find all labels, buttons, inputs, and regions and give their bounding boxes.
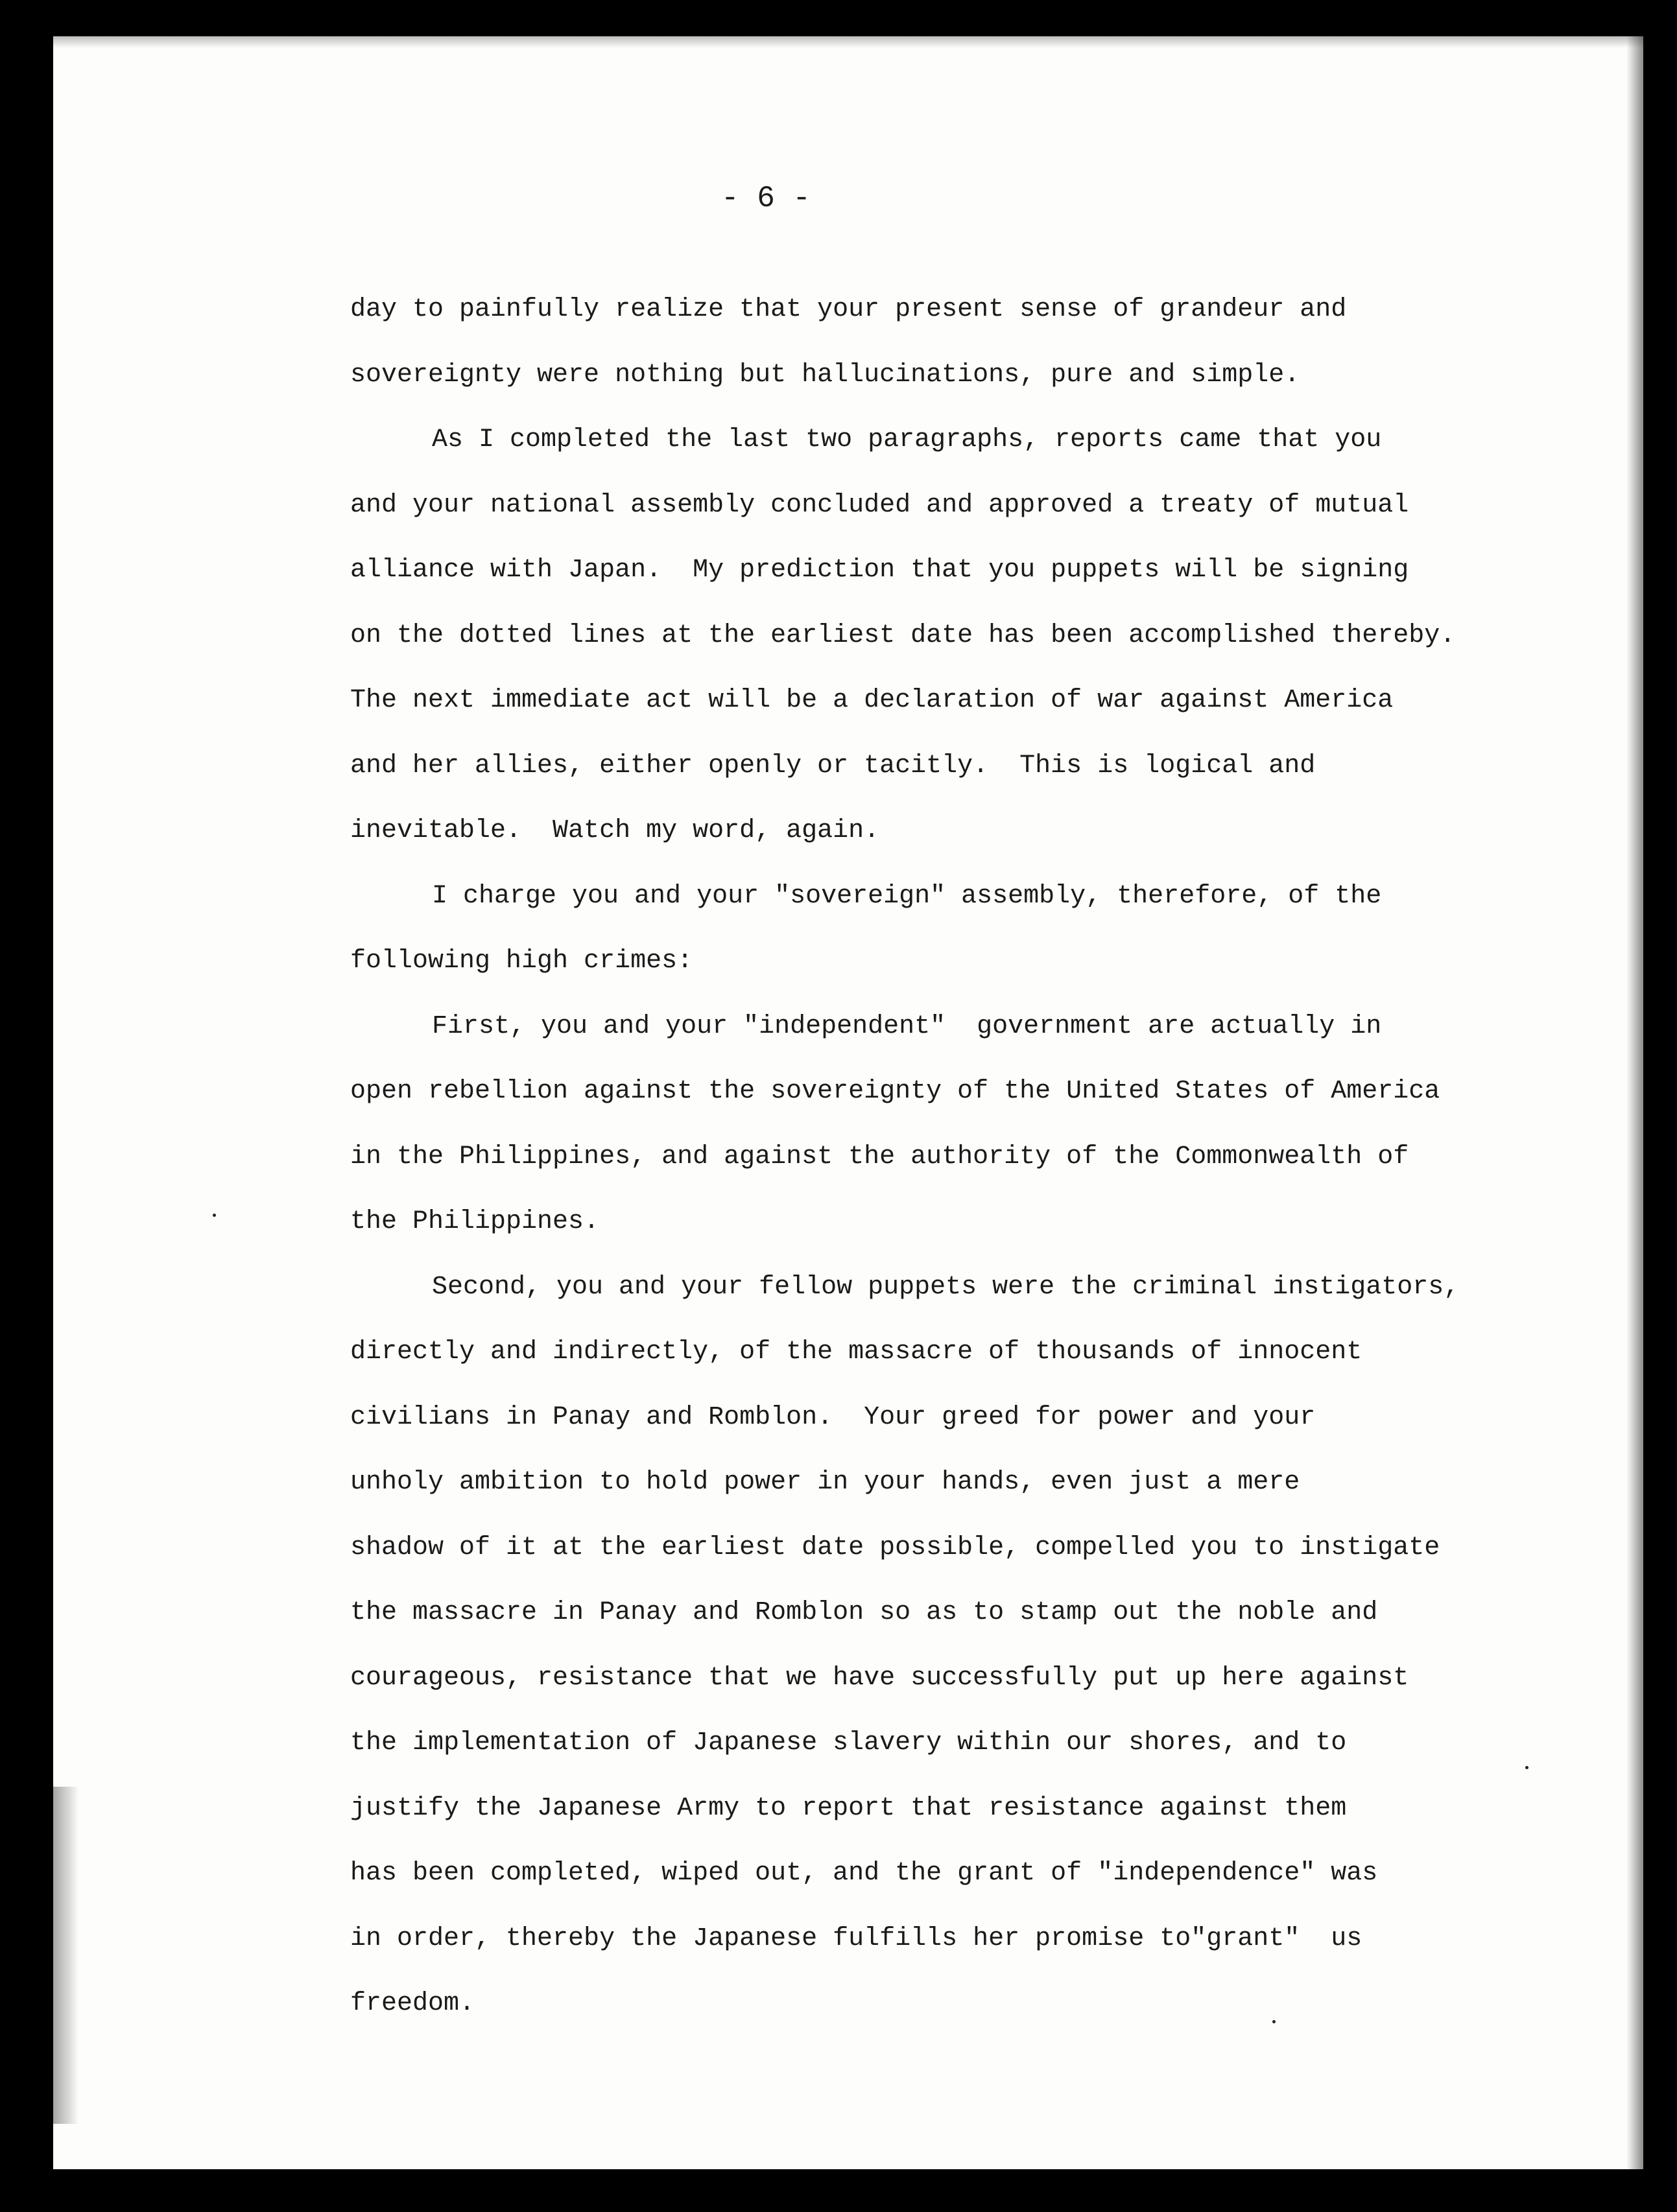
text-line: The next immediate act will be a declaration of war against America: [350, 686, 1394, 715]
scan-speck: [1272, 2020, 1276, 2023]
text-line: shadow of it at the earliest date possible, compelled you to instigate: [350, 1533, 1440, 1562]
text-line: following high crimes:: [350, 947, 693, 976]
scan-edge-left: [53, 1787, 79, 2124]
text-line: civilians in Panay and Romblon. Your greed for power and your: [350, 1402, 1316, 1432]
text-line: has been completed, wiped out, and the grant of "independence" was: [350, 1859, 1378, 1888]
text-line: courageous, resistance that we have successfully put up here against: [350, 1663, 1409, 1693]
scan-speck: [1525, 1766, 1528, 1769]
scan-edge-top: [53, 36, 1643, 48]
text-line: alliance with Japan. My prediction that you puppets will be signing: [350, 556, 1409, 585]
text-line: directly and indirectly, of the massacre of thousands of innocent: [350, 1337, 1362, 1367]
text-line: and your national assembly concluded and approved a treaty of mutual: [350, 490, 1409, 520]
text-line: justify the Japanese Army to report that resistance against them: [350, 1793, 1347, 1823]
text-line: the Philippines.: [350, 1207, 600, 1236]
text-line: on the dotted lines at the earliest date has been accomplished thereby.: [350, 620, 1456, 650]
text-line: the massacre in Panay and Romblon so as to stamp out the noble and: [350, 1598, 1378, 1627]
document-page: [53, 36, 1643, 2169]
text-line: sovereignty were nothing but hallucinations, pure and simple.: [350, 360, 1300, 390]
text-line: in order, thereby the Japanese fulfills her promise to"grant" us: [350, 1924, 1362, 1953]
scan-speck: [213, 1214, 216, 1217]
text-line: day to painfully realize that your present sense of grandeur and: [350, 295, 1347, 324]
letter-body: [350, 277, 1582, 2037]
paragraph-start-line: First, you and your "independent" government are actually in: [432, 1011, 1382, 1041]
text-line: unholy ambition to hold power in your hands, even just a mere: [350, 1468, 1300, 1497]
text-line: and her allies, either openly or tacitly. This is logical and: [350, 751, 1316, 781]
paragraph-start-line: As I completed the last two paragraphs, reports came that you: [432, 425, 1382, 454]
text-line: inevitable. Watch my word, again.: [350, 816, 880, 845]
paragraph-start-line: I charge you and your "sovereign" assembly, therefore, of the: [432, 881, 1382, 911]
scan-edge-right: [1626, 36, 1643, 2169]
paragraph-start-line: Second, you and your fellow puppets were the criminal instigators,: [432, 1272, 1460, 1302]
text-line: open rebellion against the sovereignty of the United States of America: [350, 1077, 1440, 1106]
text-line: in the Philippines, and against the authority of the Commonwealth of: [350, 1142, 1409, 1171]
page-number: - 6 -: [721, 182, 811, 215]
text-line: freedom.: [350, 1989, 475, 2018]
text-line: the implementation of Japanese slavery within our shores, and to: [350, 1728, 1347, 1758]
